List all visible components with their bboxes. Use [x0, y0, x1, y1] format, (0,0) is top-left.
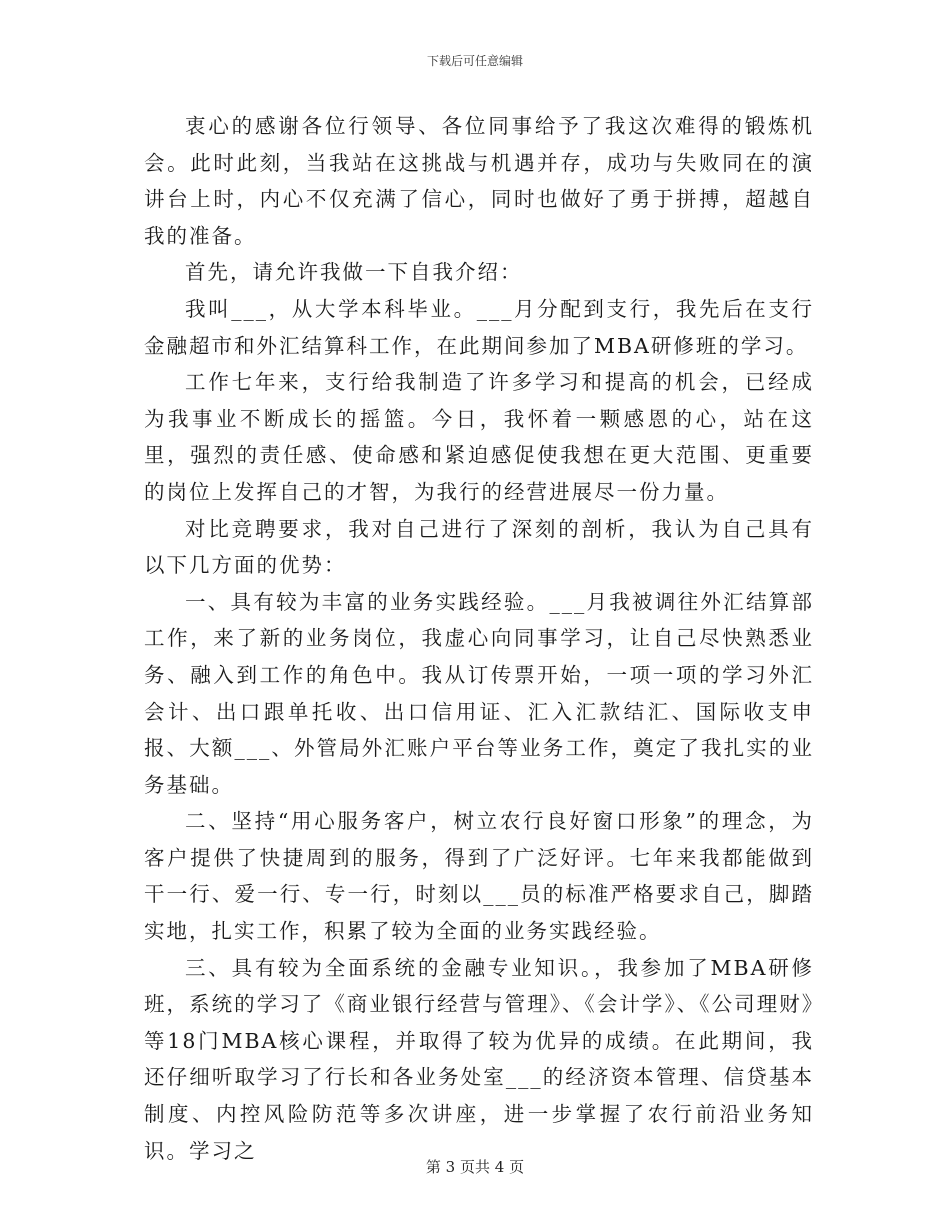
paragraph-advantage-three: 三、具有较为全面系统的金融专业知识。，我参加了MBA研修班，系统的学习了《商业银行经营与管理》、《会计学》、《公司理财》等18门MBA核心课程，并取得了较为优异的成绩。在此期间，我还仔细听取学习了行长和各业务处室___的经济资本管理、信贷基本制度、内控风险防范等多次讲座，进一步掌握了农行前沿业务知识。学习之 [144, 955, 814, 1163]
paragraph-advantages-lead: 对比竞聘要求，我对自己进行了深刻的剖析，我认为自己具有以下几方面的优势： [144, 516, 814, 578]
paragraph-advantage-one: 一、具有较为丰富的业务实践经验。___月我被调往外汇结算部工作，来了新的业务岗位，我虚心向同事学习，让自己尽快熟悉业务、融入到工作的角色中。我从订传票开始，一项一项的学习外汇会计、出口跟单托收、出口信用证、汇入汇款结汇、国际收支申报、大额___、外管局外汇账户平台等业务工作，奠定了我扎实的业务基础。 [144, 589, 814, 797]
document-body [144, 108, 814, 1169]
paragraph-self-intro: 我叫___，从大学本科毕业。___月分配到支行，我先后在支行金融超市和外汇结算科工作，在此期间参加了MBA研修班的学习。 [144, 296, 814, 358]
paragraph-advantage-two: 二、坚持“用心服务客户，树立农行良好窗口形象”的理念，为客户提供了快捷周到的服务，得到了广泛好评。七年来我都能做到干一行、爱一行、专一行，时刻以___员的标准严格要求自己，脚踏实地，扎实工作，积累了较为全面的业务实践经验。 [144, 809, 814, 944]
paragraph-seven-years: 工作七年来，支行给我制造了许多学习和提高的机会，已经成为我事业不断成长的摇篮。今日，我怀着一颗感恩的心，站在这里，强烈的责任感、使命感和紧迫感促使我想在更大范围、更重要的岗位上发挥自己的才智，为我行的经营进展尽一份力量。 [144, 370, 814, 504]
page-footer: 第 3 页共 4 页 [425, 1158, 525, 1176]
paragraph-thanks: 衷心的感谢各位行领导、各位同事给予了我这次难得的锻炼机会。此时此刻，当我站在这挑战与机遇并存，成功与失败同在的演讲台上时，内心不仅充满了信心，同时也做好了勇于拼搏，超越自我的准备。 [144, 114, 814, 248]
paragraph-intro-lead: 首先，请允许我做一下自我介绍： [185, 260, 523, 285]
page-header: 下载后可任意编辑 [426, 54, 523, 68]
